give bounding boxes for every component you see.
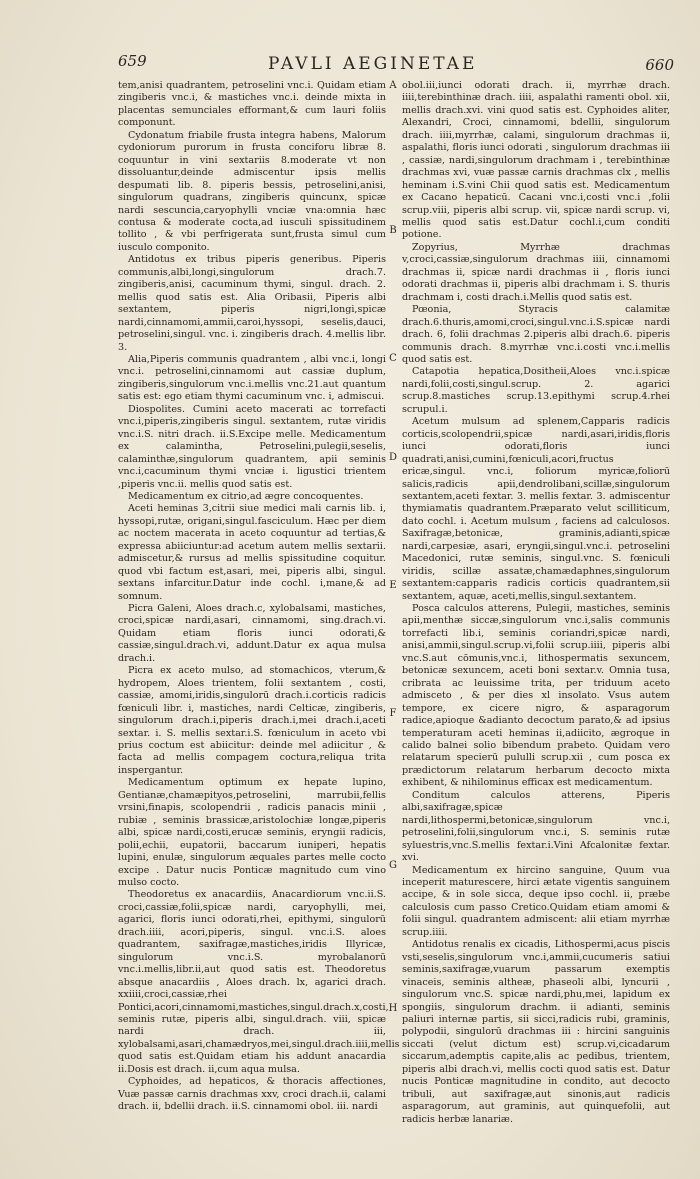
- margin-marker-g: G: [389, 860, 397, 871]
- left-paragraph: Antidotus ex tribus piperis generibus. Piperis communis,albi,longi,singulorum drach.7. zingiberis,anisi, cacuminum thymi, singul. drach. 2. mellis quod satis est. Alia Oribasii, Piperis albi sextantem, piperis nigri,longi,spicæ nardi,cinnamomi,ammii,caroi,hyssopi, seselis,dauci, petroselini,singul. vnc. i. zingiberis drach. 4.mellis libr. 3.: [118, 254, 386, 353]
- right-paragraph: Zopyrius, Myrrhæ drachmas v,croci,cassiæ,singulorum drachmas iiii, cinnamomi drachmas ii, spicæ nardi drachmas ii , floris iunci odorati drachmas ii, piperis albi drachmam i. S. thuris drachmam i, costi drach.i.Mellis quod satis est.: [402, 241, 670, 303]
- left-paragraph: tem,anisi quadrantem, petroselini vnc.i. Quidam etiam zingiberis vnc.i, & mastiches vnc.i. deinde mixta in placentas semunciales efformant,& cum lauri foliis componunt.: [118, 80, 386, 129]
- right-column: [402, 80, 670, 1126]
- left-paragraph: Diospolites. Cumini aceto macerati ac torrefacti vnc.i,piperis,zingiberis singul. sextantem, rutæ viridis vnc.i.S. nitri drach. ii.S.Excipe melle. Medicamentum ex calamintha, Petroselini,pulegii,seselis, calaminthæ,singulorum quadrantem, apii seminis vnc.i,cacuminum thymi vnciæ i. ligustici trientem ,piperis vnc.ii. mellis quod satis est.: [118, 403, 386, 490]
- left-paragraph: Cyphoides, ad hepaticos, & thoracis affectiones, Vuæ passæ carnis drachmas xxv, croci drach.ii, calami drach. ii, bdellii drach. ii.S. cinnamomi obol. iii. nardi: [118, 1076, 386, 1113]
- right-paragraph: obol.iii,iunci odorati drach. ii, myrrhæ drach. iiii,terebinthinæ drach. iiii, aspalathi ramenti obol. xii, mellis drach.xvi. vini quod satis est. Cyphoides aliter, Alexandri, Croci, cinnamomi, bdellii, singulorum drach. iiii,myrrhæ, calami, singulorum drachmas ii, aspalathi, floris iunci odorati , singulorum drachmas iii , cassiæ, nardi,singulorum drachmam i , terebinthinæ drachmas xvi, vuæ passæ carnis drachmas clx , mellis heminam i.S.vini Chii quod satis est. Medicamentum ex Cacano hepaticū. Cacani vnc.i,costi vnc.i ,folii scrup.viii, piperis albi scrup. vii, spicæ nardi scrup. vi, mellis quod satis est.Datur cochl.i,cum conditi potione.: [402, 80, 670, 241]
- right-paragraph: Catapotia hepatica,Dositheii,Aloes vnc.i.spicæ nardi,folii,costi,singul.scrup. 2. agarici scrup.8.mastiches scrup.13.epithymi scrup.4.rhei scrupul.i.: [402, 366, 670, 415]
- margin-marker-b: B: [389, 225, 397, 236]
- left-paragraph: Theodoretus ex anacardiis, Anacardiorum vnc.ii.S. croci,cassiæ,folii,spicæ nardi, caryophylli, mei, agarici, floris iunci odorati,rhei, epithymi, singulorū drach.iiii, acori,piperis, singul. vnc.i.S. aloes quadrantem, saxifragæ,mastiches,iridis Illyricæ, singulorum vnc.i.S. myrobalanorū vnc.i.mellis,libr.ii,aut quod satis est. Theodoretus absque anacardiis , Aloes drach. lx, agarici drach. xxiiii,croci,cassiæ,rhei Pontici,acori,cinnamomi,mastiches,singul.drach.x,costi, seminis rutæ, piperis albi, singul.drach. viii, spicæ nardi drach. iii, xylobalsami,asari,chamædryos,mei,singul.drach.iiii,mellis quod satis est.Quidam etiam his addunt anacardia ii.Dosis est drach. ii,cum aqua mulsa.: [118, 889, 400, 1075]
- margin-marker-e: E: [389, 580, 397, 591]
- right-paragraph: Medicamentum ex hircino sanguine, Quum vua inceperit maturescere, hirci ætate vigentis sanguinem accipe, & in sole sicca, deque ipso cochl. ii, præbe calculosis cum passo Cretico.Quidam etiam amomi & folii singul. quadrantem admiscent: alii etiam myrrhæ scrup.iiii.: [402, 864, 670, 938]
- right-paragraph: Conditum calculos atterens, Piperis albi,saxifragæ,spicæ nardi,lithospermi,betonicæ,singulorum vnc.i, petroselini,folii,singulorum vnc.i, S. seminis rutæ syluestris,vnc.S.mellis fextar.i.Vini Afcalonitæ fextar. xvi.: [402, 789, 670, 864]
- margin-marker-c: C: [389, 353, 397, 364]
- page-header: [118, 52, 674, 78]
- right-page-number: 660: [645, 56, 674, 74]
- right-paragraph: Acetum mulsum ad splenem,Capparis radicis corticis,scolopendrii,spicæ nardi,asari,iridis,floris iunci odorati,floris iunci quadrati,anisi,cumini,fœniculi,acori,fructus ericæ,singul. vnc.i, foliorum myricæ,foliorū salicis,radicis apii,dendrolibani,scillæ,singulorum sextantem,aceti fextar. 3. mellis fextar. 3. admiscentur thymiamatis quadrantem.Præparato velut scilliticum, dato cochl. i. Acetum mulsum , faciens ad calculosos. Saxifragæ,betonicæ, graminis,adianti,spicæ nardi,carpesiæ, asari, eryngii,singul.vnc.i. petroselini Macedonici, rutæ seminis, singul.vnc. S. fœniculi viridis, scillæ assatæ,chamædaphnes,singulorum sextantem:capparis radicis corticis quadrantem,sii sextantem, aquæ, aceti,mellis,singul.sextantem.: [402, 416, 670, 602]
- left-page-number: 659: [118, 52, 147, 70]
- left-paragraph: Picra ex aceto mulso, ad stomachicos, vterum,& hydropem, Aloes trientem, folii sextantem , costi, cassiæ, amomi,iridis,singulorū drach.i.corticis radicis fœniculi libr. i, mastiches, nardi Celticæ, zingiberis, singulorum drach.i,piperis drach.i,mei drach.i,aceti sextar. i. S. mellis sextar.i.S. fœniculum in aceto vbi prius coctum est abiicitur: deinde mel adiicitur , & facta ad mellis compagem coctura,reliqua trita inspergantur.: [118, 665, 386, 776]
- right-paragraph: Posca calculos atterens, Pulegii, mastiches, seminis apii,menthæ siccæ,singulorum vnc.i,salis communis torrefacti lib.i, seminis coriandri,spicæ nardi, anisi,ammii,singul.scrup.vi,folii scrup.iiii, piperis albi vnc.S.aut cōmunis,vnc.i, lithospermatis sexuncem, betonicæ sexuncem, aceti boni sextar.v. Omnia tusa, cribrata ac leuissime trita, per triduum aceto admisceto , & per dies xl insolato. Vsus autem tempore, ex cicere nigro, & asparagorum radice,apioque &adianto decoctum parato,& ad ipsius temperaturam aceti heminas ii,adiicito, ægroque in calido balnei solio bibendum prabeto. Quidam vero relatarum specierū pululli scrup.xii , cum posca ex prædictorum relatarum herbarum decocto mixta exhibent, & nihilominus efficax est medicamentum.: [402, 603, 670, 789]
- margin-marker-d: D: [388, 452, 398, 463]
- margin-marker-a: A: [389, 80, 397, 91]
- margin-marker-f: F: [389, 708, 397, 719]
- left-column: [118, 80, 400, 1114]
- running-title: PAVLI AEGINETAE: [268, 54, 478, 74]
- right-paragraph: Pœonia, Styracis calamitæ drach.6.thuris,amomi,croci,singul.vnc.i.S.spicæ nardi drach. 6, folii drachmas 2.piperis albi drach.6. piperis communis drach. 8.myrrhæ vnc.i.costi vnc.i.mellis quod satis est.: [402, 304, 670, 365]
- left-paragraph: Aceti heminas 3,citrii siue medici mali carnis lib. i, hyssopi,rutæ, origani,singul.fasciculum. Hæc per diem ac noctem macerata in aceto coquuntur ad tertias,& expressa abiiciuntur:ad acetum autem mellis sextarii. admiscetur,& rursus ad mellis spissitudine coquitur. quod vbi factum est,asari, mei, piperis albi, singul. sextans infarcitur.Datur inde cochl. i,mane,& ad somnum.: [118, 503, 386, 602]
- margin-marker-h: H: [388, 1003, 398, 1014]
- left-paragraph: Picra Galeni, Aloes drach.c, xylobalsami, mastiches, croci,spicæ nardi,asari, cinnamomi, sing.drach.vi. Quidam etiam floris iunci odorati,& cassiæ,singul.drach.vi, addunt.Datur ex aqua mulsa drach.i.: [118, 603, 386, 664]
- left-paragraph: Cydonatum friabile frusta integra habens, Malorum cydoniorum purorum in frusta conciforu libræ 8. coquuntur in vini sextariis 8.moderate vt non dissoluantur,deinde admiscentur ipsis mellis despumati lib. 8. piperis bessis, petroselini,anisi, singulorum quadrans, zingiberis quincunx, spicæ nardi sescuncia,caryophylli vnciæ vna:omnia hæc contusa & moderate cocta,ad iusculi spissitudinem tollito , & vbi perfrigerata sunt,frusta simul cum iusculo componito.: [118, 129, 386, 253]
- left-paragraph: Medicamentum ex citrio,ad ægre concoquentes.: [128, 490, 364, 502]
- right-paragraph: Antidotus renalis ex cicadis, Lithospermi,acus piscis vsti,seselis,singulorum vnc.i,ammii,cucumeris satiui seminis,saxifragæ,vuarum passarum exemptis vinaceis, seminis altheæ, phaseoli albi, lyncurii , singulorum vnc.S. spicæ nardi,phu,mei, lapidum ex spongiis, singulorum drachm. ii adianti, seminis paliuri internæ partis, sii sicci,radicis rubi, graminis, polypodii, singulorū drachmas iii : hircini sanguinis siccati (velut dictum est) scrup.vi,cicadarum siccarum,ademptis capite,alis ac pedibus, trientem, piperis albi drach.vi, mellis cocti quod satis est. Datur nucis Ponticæ magnitudine in condito, aut decocto tribuli, aut saxifragæ,aut sinonis,aut radicis asparagorum, aut graminis, aut quinquefolii, aut radicis herbæ lanariæ.: [402, 939, 670, 1125]
- left-paragraph: Alia,Piperis communis quadrantem , albi vnc.i, longi vnc.i. petroselini,cinnamomi aut cassiæ duplum, zingiberis,singulorum vnc.i.mellis vnc.21.aut quantum satis est: ego etiam thymi cacuminum vnc. i, admiscui.: [118, 353, 386, 403]
- left-paragraph: Medicamentum optimum ex hepate lupino, Gentianæ,chamæpityos,petroselini, marrubii,fellis vrsini,finapis, scolopendrii , radicis panacis minii , rubiæ , seminis brassicæ,aristolochiæ longæ,piperis albi, spicæ nardi,costi,erucæ seminis, eryngii radicis, polii,echii, eupatorii, baccarum iuniperi, hepatis lupini, enulæ, singulorum æquales partes melle cocto excipe . Datur nucis Ponticæ magnitudo cum vino mulso cocto.: [118, 777, 386, 888]
